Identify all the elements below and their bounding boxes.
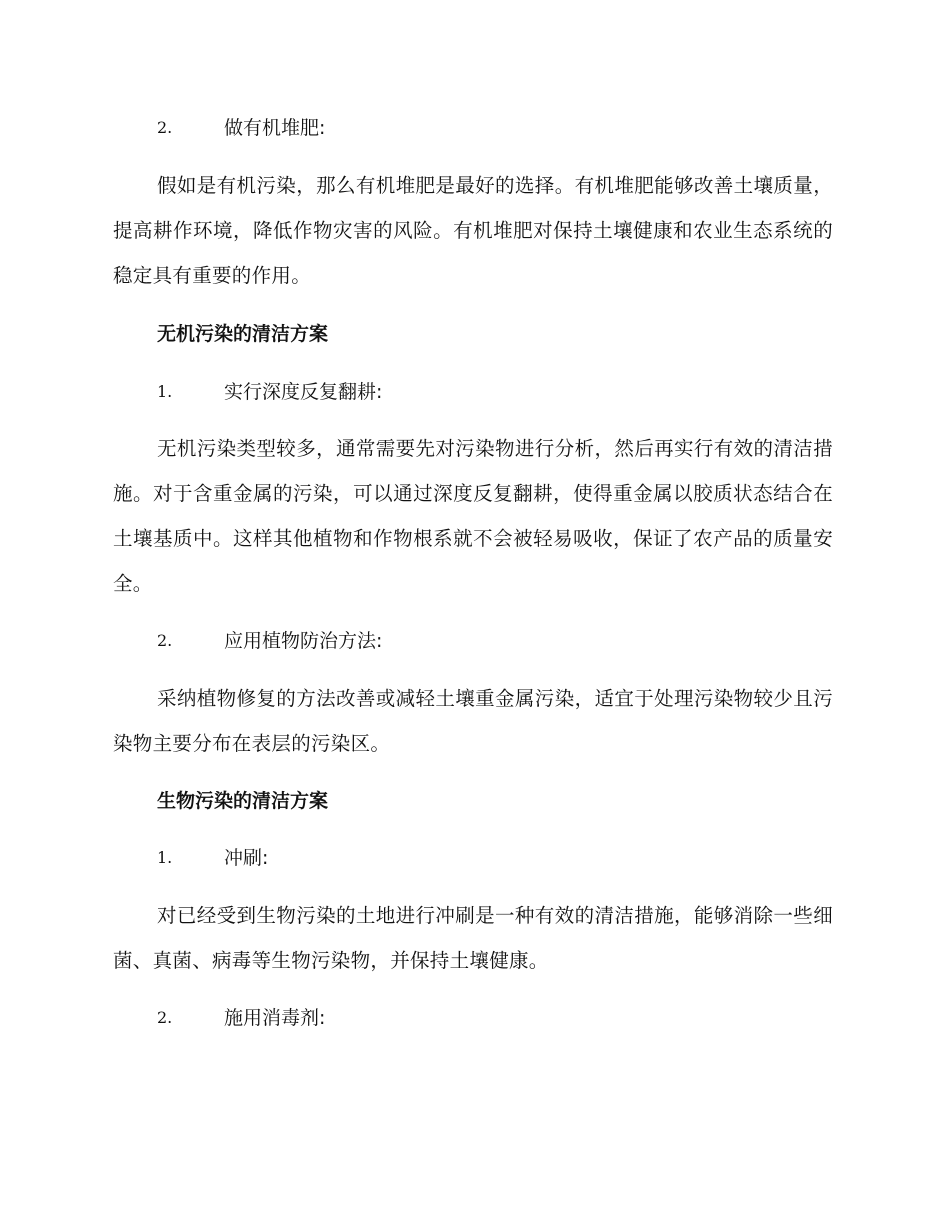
- list-item-text: 施用消毒剂:: [224, 1007, 326, 1029]
- section-heading-biological: 生物污染的清洁方案: [157, 790, 329, 812]
- list-item-flushing: [113, 844, 833, 872]
- list-item-text: 做有机堆肥:: [224, 117, 326, 139]
- list-item-text: 实行深度反复翻耕:: [224, 381, 383, 403]
- list-item-deep-tillage: [113, 378, 833, 406]
- list-number: 1.: [157, 848, 173, 867]
- paragraph-flushing: 对已经受到生物污染的土地进行冲刷是一种有效的清洁措施，能够消除一些细菌、真菌、病毒等生物污染物，并保持土壤健康。: [113, 904, 833, 972]
- paragraph-deep-tillage: 无机污染类型较多，通常需要先对污染物进行分析，然后再实行有效的清洁措施。对于含重金属的污染，可以通过深度反复翻耕，使得重金属以胶质状态结合在土壤基质中。这样其他植物和作物根系就不会被轻易吸收，保证了农产品的质量安全。: [113, 437, 833, 595]
- section-heading-inorganic: 无机污染的清洁方案: [157, 323, 329, 345]
- list-item-text: 应用植物防治方法:: [224, 630, 383, 652]
- list-item-organic-compost: [113, 114, 833, 142]
- list-item-text: 冲刷:: [224, 847, 269, 869]
- list-item-disinfectant: [113, 1004, 833, 1032]
- paragraph-organic-compost: 假如是有机污染，那么有机堆肥是最好的选择。有机堆肥能够改善土壤质量，提高耕作环境，降低作物灾害的风险。有机堆肥对保持土壤健康和农业生态系统的稳定具有重要的作用。: [113, 174, 833, 287]
- list-number: 2.: [157, 1008, 173, 1027]
- list-number: 1.: [157, 382, 173, 401]
- paragraph-plant-control: 采纳植物修复的方法改善或减轻土壤重金属污染，适宜于处理污染物较少且污染物主要分布在表层的污染区。: [113, 687, 833, 755]
- list-number: 2.: [157, 118, 173, 137]
- list-item-plant-control: [113, 627, 833, 655]
- list-number: 2.: [157, 631, 173, 650]
